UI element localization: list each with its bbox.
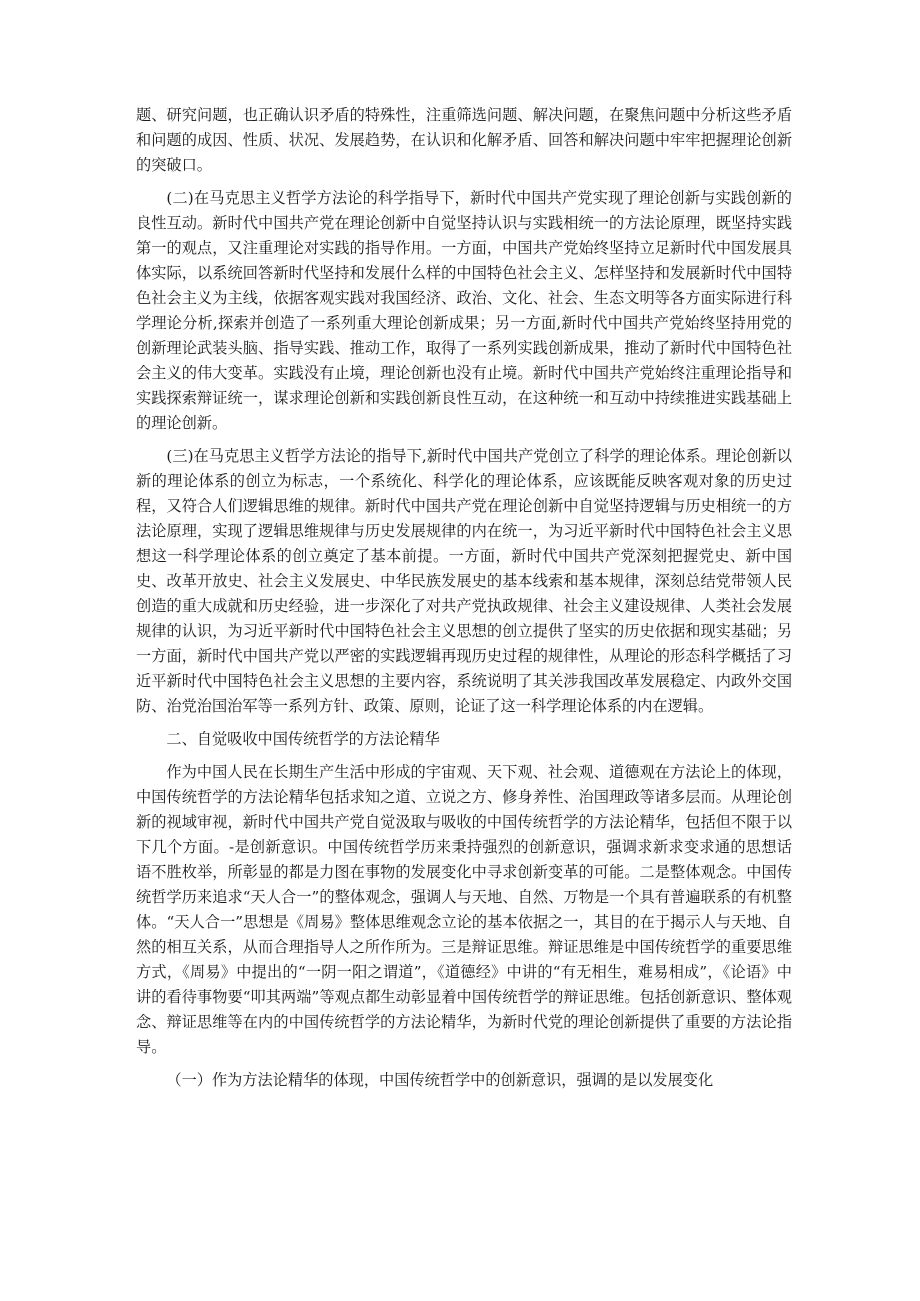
section-heading: 二、自觉吸收中国传统哲学的方法论精华 — [166, 730, 440, 748]
paragraph-section-3: (三)在马克思主义哲学方法论的指导下,新时代中国共产党创立了科学的理论体系。理论创新以新的理论体系的创立为标志，一个系统化、科学化的理论体系，应该既能反映客观对象的历史过程，又符合人们逻辑思维的规律。新时代中国共产党在理论创新中自觉坚持逻辑与历史相统一的方法论原理，实现了逻辑思维规律与历史发展规律的内在统一，为习近平新时代中国特色社会主义思想这一科学理论体系的创立奠定了基本前提。一方面，新时代中国共产党深刻把握党史、新中国史、改革开放史、社会主义发展史、中华民族发展史的基本线索和基本规律，深刻总结党带领人民创造的重大成就和历史经验，进一步深化了对共产党执政规律、社会主义建设规律、人类社会发展规律的认识，为习近平新时代中国特色社会主义思想的创立提供了坚实的历史依据和现实基础；另一方面，新时代中国共产党以严密的实践逻辑再现历史过程的规律性，从理论的形态科学概括了习近平新时代中国特色社会主义思想的主要内容，系统说明了其关涉我国改革发展稳定、内政外交国防、治党治国治军等一系列方针、政策、原则，论证了这一科学理论体系的内在逻辑。 — [136, 447, 792, 715]
paragraph-continuation: 题、研究问题，也正确认识矛盾的特殊性，注重筛选问题、解决问题，在聚焦问题中分析这些矛盾和问题的成因、性质、状况、发展趋势，在认识和化解矛盾、回答和解决问题中牢牢把握理论创新的突破口。 — [136, 106, 792, 174]
paragraph-section-2: (二)在马克思主义哲学方法论的科学指导下，新时代中国共产党实现了理论创新与实践创新的良性互动。新时代中国共产党在理论创新中自觉坚持认识与实践相统一的方法论原理，既坚持实践第一的观点，又注重理论对实践的指导作用。一方面，中国共产党始终坚持立足新时代中国发展具体实际，以系统回答新时代坚持和发展什么样的中国特色社会主义、怎样坚持和发展新时代中国特色社会主义为主线，依据客观实践对我国经济、政治、文化、社会、生态文明等各方面实际进行科学理论分析,探索并创造了一系列重大理论创新成果；另一方面,新时代中国共产党始终坚持用党的创新理论武装头脑、指导实践、推动工作，取得了一系列实践创新成果，推动了新时代中国特色社会主义的伟大变革。实践没有止境，理论创新也没有止境。新时代中国共产党始终注重理论指导和实践探索辩证统一，谋求理论创新和实践创新良性互动，在这种统一和互动中持续推进实践基础上的理论创新。 — [136, 189, 792, 432]
paragraph-traditional-philosophy: 作为中国人民在长期生产生活中形成的宇宙观、天下观、社会观、道德观在方法论上的体现，中国传统哲学的方法论精华包括求知之道、立说之方、修身养性、治国理政等诸多层而。从理论创新的视域审视，新时代中国共产党自觉汲取与吸收的中国传统哲学的方法论精华，包括但不限于以下几个方面。-是创新意识。中国传统哲学历来秉持强烈的创新意识，强调求新求变求通的思想话语不胜枚举，所彰显的都是力图在事物的发展变化中寻求创新变革的可能。二是整体观念。中国传统哲学历来追求“天人合一”的整体观念，强调人与天地、自然、万物是一个具有普遍联系的有机整体。“天人合一”思想是《周易》整体思维观念立论的基本依据之一，其目的在于揭示人与天地、自然的相互关系，从而合理指导人之所作所为。三是辩证思维。辩证思维是中国传统哲学的重要思维方式，《周易》中提出的“一阴一阳之谓道”，《道德经》中讲的“有无相生，难易相成”，《论语》中讲的看待事物要“叩其两端”等观点都生动彰显着中国传统哲学的辩证思维。包括创新意识、整体观念、辩证思维等在内的中国传统哲学的方法论精华，为新时代党的理论创新提供了重要的方法论指导。 — [136, 763, 792, 1056]
document-body — [136, 103, 792, 1101]
paragraph-subsection-1: （一）作为方法论精华的体现，中国传统哲学中的创新意识，强调的是以发展变化 — [166, 1071, 714, 1089]
